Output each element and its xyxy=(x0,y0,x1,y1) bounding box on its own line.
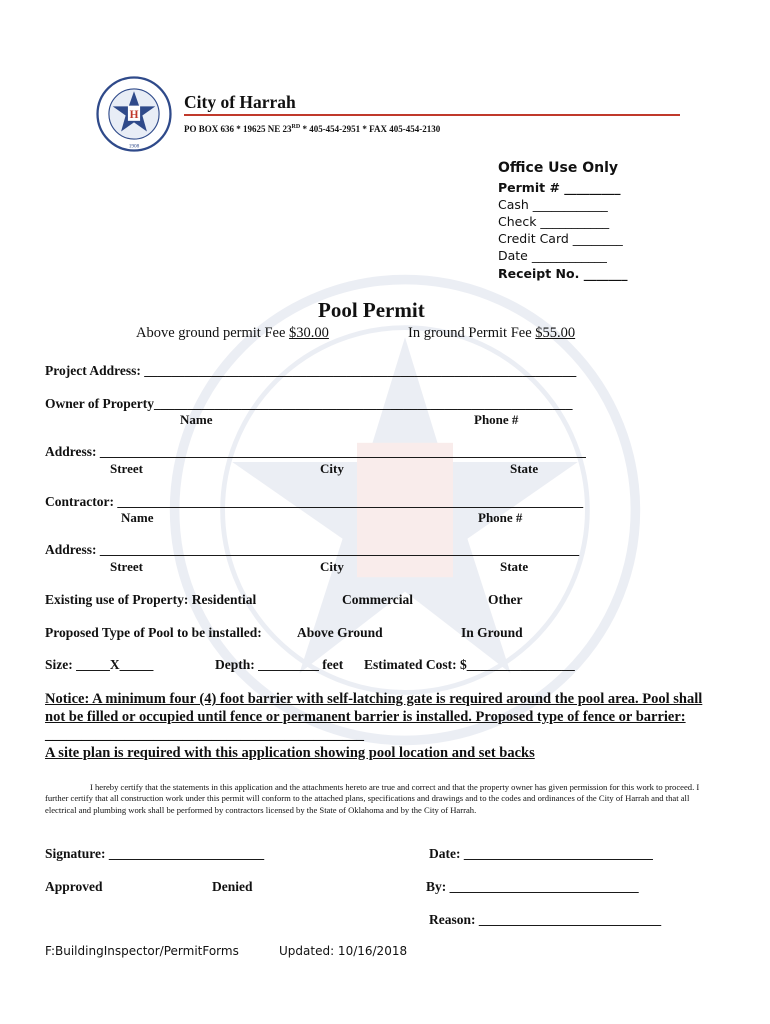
denied-label: Denied xyxy=(212,879,253,894)
pool-type-above-ground[interactable]: Above Ground xyxy=(297,625,383,640)
contact-suffix: * 405-454-2951 * FAX 405-454-2130 xyxy=(300,124,441,134)
owner-city-label: City xyxy=(320,461,344,476)
existing-use-residential[interactable]: Existing use of Property: Residential xyxy=(45,592,257,607)
page-title: Pool Permit xyxy=(318,298,425,322)
owner-address-field[interactable]: Address: ________________________________________________________________________ xyxy=(45,444,586,459)
contractor-address-field[interactable]: Address: _______________________________________________________________________ xyxy=(45,542,580,557)
header-divider xyxy=(184,114,680,116)
contractor-field[interactable]: Contractor: _____________________________________________________________________ xyxy=(45,494,584,509)
notice-block xyxy=(45,690,710,762)
owner-field[interactable]: Owner of Property______________________________________________________________ xyxy=(45,396,573,411)
seal-year: 1908 xyxy=(128,143,140,150)
contact-line xyxy=(184,124,440,134)
owner-state-label: State xyxy=(510,461,539,476)
contact-sup: RD xyxy=(291,124,301,130)
city-seal-logo xyxy=(96,76,172,152)
owner-name-label: Name xyxy=(180,412,213,427)
seal-letter: H xyxy=(129,108,139,121)
contractor-street-label: Street xyxy=(110,559,143,574)
footer-path: F:BuildingInspector/PermitForms xyxy=(45,944,239,958)
reason-field[interactable]: Reason: ___________________________ xyxy=(429,912,662,927)
contact-prefix: PO BOX 636 * 19625 NE 23 xyxy=(184,124,292,134)
footer-updated: Updated: 10/16/2018 xyxy=(279,944,408,958)
size-field[interactable]: Size: _____X_____ xyxy=(45,657,154,672)
owner-street-label: Street xyxy=(110,461,143,476)
in-fee-label: In ground Permit Fee xyxy=(408,325,536,341)
office-credit-card: Credit Card ________ xyxy=(498,231,623,246)
watermark-seal xyxy=(165,270,645,750)
notice-barrier-text: Notice: A minimum four (4) foot barrier with self-latching gate is required around the pool area. Pool shall not be filled or occupied until fence or permanent barrier is installed. Proposed type of fence or barrier: ____________________________________________ xyxy=(45,691,703,743)
contractor-city-label: City xyxy=(320,559,344,574)
pool-type-in-ground[interactable]: In Ground xyxy=(461,625,523,640)
contractor-name-label: Name xyxy=(121,510,154,525)
approved-by-field[interactable]: By: ____________________________ xyxy=(426,879,639,894)
owner-phone-label: Phone # xyxy=(474,412,519,427)
office-check: Check ___________ xyxy=(498,214,610,229)
estimated-cost-field[interactable]: Estimated Cost: $________________ xyxy=(364,657,575,672)
signature-field[interactable]: Signature: _______________________ xyxy=(45,846,265,861)
signature-date-field[interactable]: Date: ____________________________ xyxy=(429,846,653,861)
proposed-type-label: Proposed Type of Pool to be installed: xyxy=(45,625,262,640)
project-address-field[interactable]: Project Address: ________________________________________________________________ xyxy=(45,363,577,378)
office-title: Office Use Only xyxy=(498,160,619,176)
contractor-phone-label: Phone # xyxy=(478,510,523,525)
above-fee-amount: $30.00 xyxy=(289,325,329,341)
above-fee-label: Above ground permit Fee xyxy=(136,325,290,341)
approved-label: Approved xyxy=(45,879,103,894)
existing-use-commercial[interactable]: Commercial xyxy=(342,592,413,607)
in-fee-amount: $55.00 xyxy=(535,325,576,341)
existing-use-other[interactable]: Other xyxy=(488,592,523,607)
office-cash: Cash ____________ xyxy=(498,197,608,212)
above-ground-fee xyxy=(136,325,329,342)
contractor-state-label: State xyxy=(500,559,529,574)
in-ground-fee xyxy=(408,325,575,342)
office-date: Date ____________ xyxy=(498,248,607,263)
office-receipt: Receipt No. _______ xyxy=(498,266,628,281)
office-permit: Permit # _________ xyxy=(498,180,621,195)
depth-field[interactable]: Depth: _________ feet xyxy=(215,657,344,672)
city-name: City of Harrah xyxy=(184,92,296,112)
certification-text: I hereby certify that the statements in this application and the attachments hereto are true and correct and that the property owner has given permission for this work to proceed. I further certify that all construction work under this permit will conform to the attached plans, specifications and drawings and to the codes and ordinances of the City of Harrah and that all electrical and plumbing work shall be performed by contractors licensed by the State of Oklahoma and by the City of Harrah. xyxy=(45,782,700,815)
notice-site-plan-text: A site plan is required with this application showing pool location and set backs xyxy=(45,745,535,761)
